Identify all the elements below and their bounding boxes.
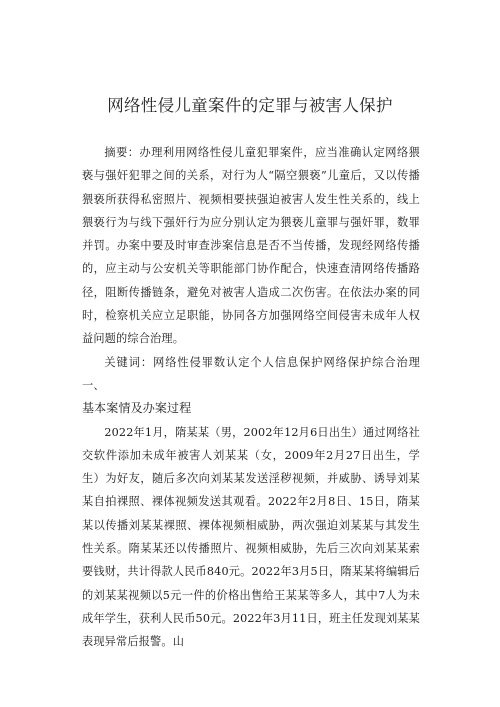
section-heading: 基本案情及办案过程 (82, 401, 192, 416)
document-title: 网络性侵儿童案件的定罪与被害人保护 (107, 96, 393, 115)
abstract-paragraph: 摘要：办理利用网络性侵儿童犯罪案件，应当准确认定网络猥亵与强奸犯罪之间的关系，对行为人“隔空猥亵”儿童后，又以传播猥亵所获得私密照片、视频相要挟强迫被害人发生性关系的，线上猥亵行为与线下强奸行为应分别认定为猥亵儿童罪与强奸罪，数罪并罚。办案中要及时审查涉案信息是否不当传播，发现经网络传播的，应主动与公安机关等职能部门协作配合，快速查清网络传播路径，阻断传播链条，避免对被害人造成二次伤害。在依法办案的同时，检察机关应立足职能，协同各方加强网络空间侵害未成年人权益问题的综合治理。 (82, 146, 420, 346)
case-paragraph: 2022年1月，隋某某（男，2002年12月6日出生）通过网络社交软件添加未成年被害人刘某某（女，2009年2月27日出生，学生）为好友，随后多次向刘某某发送淫秽视频，并威胁、诱导刘某某自拍裸照、裸体视频发送其观看。2022年2月8日、15日，隋某某以传播刘某某裸照、裸体视频相威胁，两次强迫刘某某与其发生性关系。隋某某还以传播照片、视频相威胁，先后三次向刘某某索要钱财，共计得款人民币840元。2022年3月5日，隋某某将编辑后的刘某某视频以5元一件的价格出售给王某某等多人，其中7人为未成年学生，获利人民币50元。2022年3月11日，班主任发现刘某某表现异常后报警。山 (82, 425, 420, 649)
document-body (82, 141, 420, 654)
keywords-paragraph: 关键词：网络性侵罪数认定个人信息保护网络保护综合治理一、 (82, 355, 420, 392)
